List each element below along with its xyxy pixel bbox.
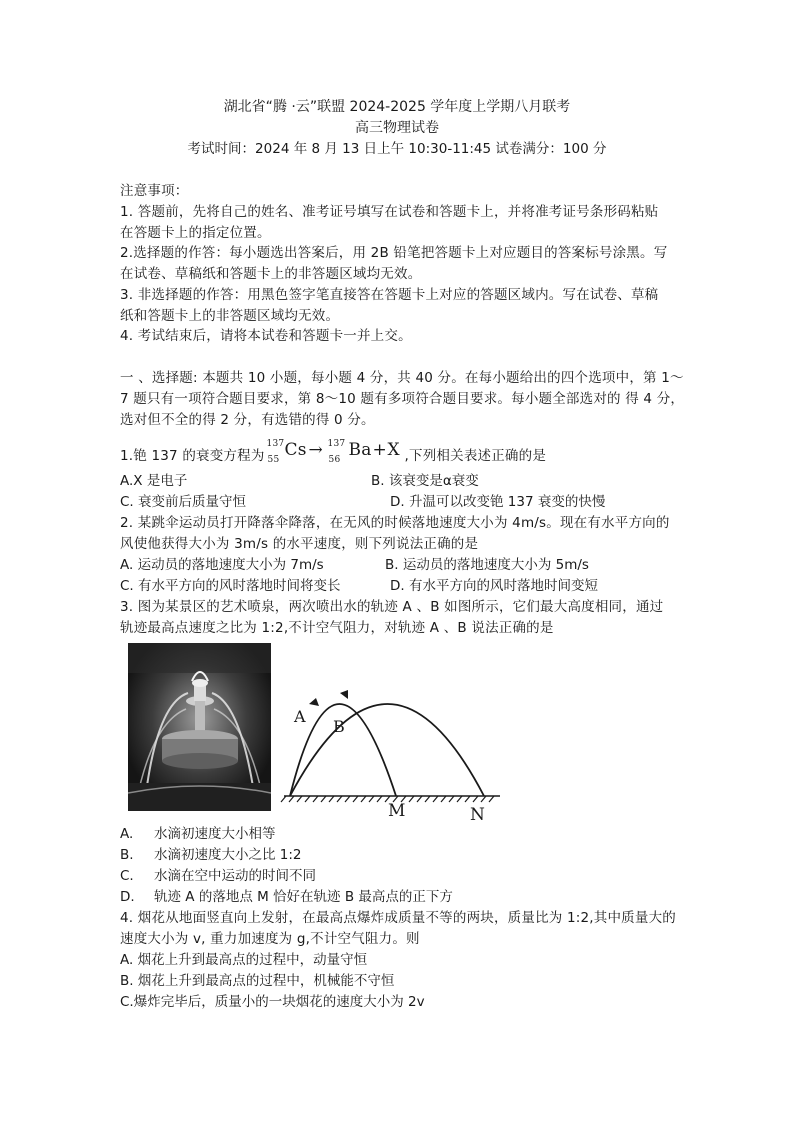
section-instructions: 选对但不全的得 2 分，有选错的得 0 分。 xyxy=(120,412,375,428)
question-3-stem: 轨迹最高点速度之比为 1:2,不计空气阻力，对轨迹 A 、B 说法正确的是 xyxy=(120,620,554,636)
decay-equation xyxy=(265,439,405,466)
label-a: A xyxy=(294,707,306,726)
cs-mass-number: 137 xyxy=(266,439,285,449)
arrow: → xyxy=(308,440,323,460)
question-3-stem: 3. 图为某景区的艺术喷泉，两次喷出水的轨迹 A 、B 如图所示，它们最大高度相同，通过 xyxy=(120,599,664,615)
cs-symbol: Cs xyxy=(284,440,307,460)
exam-info: 考试时间：2024 年 8 月 13 日上午 10:30-11:45 试卷满分：100 分 xyxy=(187,141,607,157)
notes-line: 纸和答题卡上的非答题区域均无效。 xyxy=(120,308,340,324)
q1-option-c: C. 衰变前后质量守恒 xyxy=(120,494,247,510)
q3-option-a: A. 水滴初速度大小相等 xyxy=(120,826,276,842)
notes-line: 在答题卡上的指定位置。 xyxy=(120,225,271,241)
question-2-stem: 风使他获得大小为 3m/s 的水平速度，则下列说法正确的是 xyxy=(120,536,479,552)
exam-title: 湖北省“腾 ·云”联盟 2024-2025 学年度上学期八月联考 xyxy=(223,99,571,115)
q3-option-d: D. 轨迹 A 的落地点 M 恰好在轨迹 B 最高点的正下方 xyxy=(120,889,453,905)
plus-sign: + xyxy=(372,440,387,460)
ba-mass-number: 137 xyxy=(327,439,346,449)
fountain-photo xyxy=(128,643,271,811)
exam-subtitle: 高三物理试卷 xyxy=(355,120,439,136)
q3-option-c: C. 水滴在空中运动的时间不同 xyxy=(120,868,316,884)
cs-atomic-number: 55 xyxy=(267,455,280,465)
q4-option-b: B. 烟花上升到最高点的过程中，机械能不守恒 xyxy=(120,973,395,989)
q1-option-b: B. 该衰变是α衰变 xyxy=(371,473,479,489)
arrow-b-icon xyxy=(340,690,348,699)
trajectory-diagram xyxy=(278,650,504,822)
q2-option-d: D. 有水平方向的风时落地时间变短 xyxy=(390,578,598,594)
label-n: N xyxy=(470,805,485,822)
q2-option-c: C. 有水平方向的风时落地时间将变长 xyxy=(120,578,341,594)
arrow-a-icon xyxy=(309,698,319,706)
q1-option-a: A.X 是电子 xyxy=(120,473,188,489)
notes-line: 4. 考试结束后，请将本试卷和答题卡一并上交。 xyxy=(120,328,412,344)
question-4-stem: 速度大小为 v, 重力加速度为 g,不计空气阻力。则 xyxy=(120,931,420,947)
q4-option-c: C.爆炸完毕后，质量小的一块烟花的速度大小为 2v xyxy=(120,994,425,1010)
notes-line: 1. 答题前，先将自己的姓名、准考证号填写在试卷和答题卡上，并将准考证号条形码粘贴 xyxy=(120,204,659,220)
question-2-stem: 2. 某跳伞运动员打开降落伞降落，在无风的时候落地速度大小为 4m/s。现在有水平方向的 xyxy=(120,515,670,531)
label-b: B xyxy=(333,717,345,736)
notes-line: 3. 非选择题的作答：用黑色签字笔直接答在答题卡上对应的答题区域内。写在试卷、草稿 xyxy=(120,287,659,303)
section-instructions: 7 题只有一项符合题目要求，第 8～10 题有多项符合题目要求。每小题全部选对的 得 4 分， xyxy=(120,391,685,407)
q3-option-b: B. 水滴初速度大小之比 1:2 xyxy=(120,847,302,863)
q2-option-b: B. 运动员的落地速度大小为 5m/s xyxy=(385,557,589,573)
label-m: M xyxy=(388,801,406,821)
question-1-stem xyxy=(120,439,547,466)
q1-option-d: D. 升温可以改变铯 137 衰变的快慢 xyxy=(390,494,606,510)
question-4-stem: 4. 烟花从地面竖直向上发射，在最高点爆炸成质量不等的两块，质量比为 1:2,其中质量大的 xyxy=(120,910,676,926)
x-symbol: X xyxy=(387,440,400,460)
notes-heading: 注意事项： xyxy=(120,183,189,199)
section-instructions: 一 、选择题: 本题共 10 小题，每小题 4 分，共 40 分。在每小题给出的四个选项中，第 1～ xyxy=(120,370,684,386)
q4-option-a: A. 烟花上升到最高点的过程中，动量守恒 xyxy=(120,952,368,968)
question-1-prefix: 1.铯 137 的衰变方程为 xyxy=(120,448,265,464)
notes-line: 2.选择题的作答：每小题选出答案后，用 2B 铅笔把答题卡上对应题目的答案标号涂黑。写 xyxy=(120,245,668,261)
notes-line: 在试卷、草稿纸和答题卡上的非答题区域均无效。 xyxy=(120,266,422,282)
ba-symbol: Ba xyxy=(348,440,372,460)
ba-atomic-number: 56 xyxy=(328,455,341,465)
q2-option-a: A. 运动员的落地速度大小为 7m/s xyxy=(120,557,324,573)
question-1-suffix: ,下列相关表述正确的是 xyxy=(404,448,547,464)
